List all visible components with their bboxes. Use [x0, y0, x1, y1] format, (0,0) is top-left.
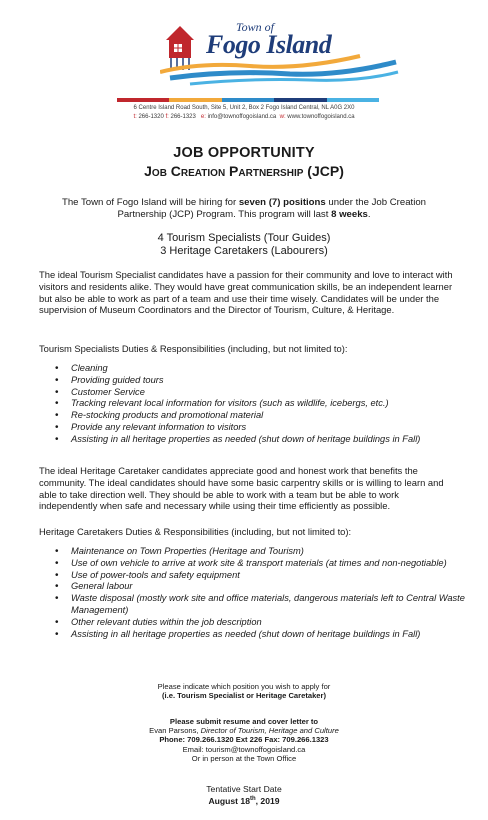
positions-summary — [0, 232, 488, 258]
tourism-description: The ideal Tourism Specialist candidates have a passion for their community and love to interact with visitors and residents alike. They would have great communication skills, be an independent learner but also be able to work as part of a team and use their time wisely. Candidates will be under the supervision of Museum Coordinators and the Director of Tourism, Culture, & Heritage. — [39, 269, 453, 316]
logo-name: Fogo Island — [206, 30, 332, 59]
contact-name: Evan Parsons, — [149, 726, 201, 736]
intro-text-3: . — [367, 209, 371, 220]
color-bar-red — [117, 98, 169, 102]
heritage-description: The ideal Heritage Caretaker candidates appreciate good and honest work that benefits the community. The ideal candidates should have some basic carpentry skills or is willing to learn and able to take direction well. They should be able to work with a team but be able to work independently when safe and necessary while using their time efficiently as possible. — [39, 465, 444, 512]
color-bar-orange — [169, 98, 221, 102]
list-item: • Assisting in all heritage properties as needed (shut down of heritage buildings in Fall) — [55, 434, 465, 446]
list-item: • Provide any relevant information to visitors — [55, 422, 465, 434]
contact-email[interactable]: Email: tourism@townoffogoisland.ca — [182, 744, 306, 754]
contact-block — [0, 717, 488, 763]
list-item: • Waste disposal (mostly work site and office materials, dangerous materials left to Central Waste Management) — [55, 593, 465, 617]
tourism-duties-heading: Tourism Specialists Duties & Responsibilities (including, but not limited to): — [39, 343, 348, 354]
web-label: w: — [279, 114, 286, 120]
position-heritage: 3 Heritage Caretakers (Labourers) — [160, 245, 328, 257]
page-subtitle: Job Creation Partnership (JCP) — [144, 163, 344, 179]
list-item: • Assisting in all heritage properties as needed (shut down of heritage buildings in Fall) — [55, 629, 465, 641]
list-item: • Maintenance on Town Properties (Heritage and Tourism) — [55, 546, 465, 558]
list-item: • Other relevant duties within the job description — [55, 617, 465, 629]
heritage-duties-heading: Heritage Caretakers Duties & Responsibilities (including, but not limited to): — [39, 526, 352, 537]
list-item: • Customer Service — [55, 387, 465, 399]
start-date-block — [0, 784, 488, 807]
color-bar-navy — [274, 98, 326, 102]
email-value[interactable]: info@townoffogoisland.ca — [207, 114, 277, 120]
list-item: • Cleaning — [55, 363, 465, 375]
page-title: JOB OPPORTUNITY — [173, 145, 315, 161]
start-date-label: Tentative Start Date — [206, 784, 282, 794]
apply-line-2: (i.e. Tourism Specialist or Heritage Caretaker) — [161, 691, 327, 701]
contact-title: Director of Tourism, Heritage and Culture — [200, 726, 339, 736]
submit-line: Please submit resume and cover letter to — [169, 717, 319, 726]
contact-in-person: Or in person at the Town Office — [191, 753, 297, 763]
town-logo — [160, 14, 400, 96]
position-tourism: 4 Tourism Specialists (Tour Guides) — [157, 232, 331, 244]
list-item: • Providing guided tours — [55, 375, 465, 387]
email-label: e: — [200, 114, 206, 120]
contact-line — [0, 114, 488, 120]
contact-phone: Phone: 709.266.1320 Ext 226 Fax: 709.266.1323 — [159, 735, 329, 745]
intro-text-1: The Town of Fogo Island will be hiring for — [61, 197, 239, 208]
fax-label: f: — [165, 114, 169, 120]
intro-paragraph — [40, 197, 448, 221]
list-item: • Re-stocking products and promotional material — [55, 410, 465, 422]
start-date-suffix: th — [249, 796, 256, 803]
list-item: • Tracking relevant local information for visitors (such as wildlife, icebergs, etc.) — [55, 398, 465, 410]
color-bar-light-blue — [327, 98, 379, 102]
intro-positions-count: seven (7) positions — [238, 197, 326, 208]
list-item: • Use of power-tools and safety equipment — [55, 570, 465, 582]
heritage-duties-list — [55, 546, 465, 640]
phone-label: t: — [133, 114, 137, 120]
address-line: 6 Centre Island Road South, Site 5, Unit 2, Box 2 Fogo Island Central, NL A0G 2X0 — [133, 105, 355, 111]
logo-town-of: Town of — [236, 20, 274, 34]
web-value[interactable]: www.townoffogoisland.ca — [287, 114, 355, 120]
phone-value: 266-1320 — [138, 114, 164, 120]
list-item: • General labour — [55, 581, 465, 593]
fax-value: 266-1323 — [170, 114, 196, 120]
contact-person — [0, 726, 488, 735]
color-bar — [117, 98, 379, 102]
start-date-day: August 18 — [208, 796, 250, 807]
apply-line-1: Please indicate which position you wish to apply for — [157, 682, 331, 691]
start-date-year: , 2019 — [255, 796, 280, 807]
start-date — [0, 794, 488, 806]
apply-instructions — [0, 682, 488, 700]
list-item: • Use of own vehicle to arrive at work site & transport materials (at times and non-negotiable) — [55, 558, 465, 570]
color-bar-blue — [222, 98, 274, 102]
intro-text-2: under the Job Creation Partnership (JCP) Program. This program will last — [117, 197, 427, 220]
tourism-duties-list — [55, 363, 465, 446]
intro-duration: 8 weeks — [331, 209, 368, 220]
